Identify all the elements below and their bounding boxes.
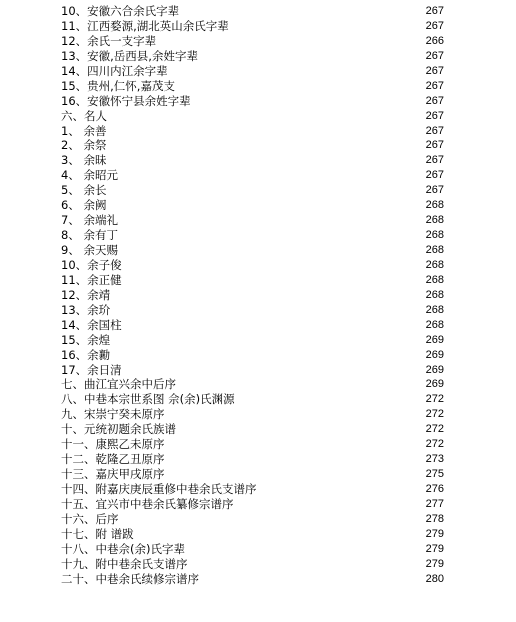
toc-entry bbox=[0, 333, 516, 348]
toc-entry bbox=[0, 392, 516, 407]
toc-entry-page-number: 272 bbox=[425, 423, 444, 436]
toc-entry-title: 5、 余长 bbox=[61, 183, 107, 198]
toc-entry bbox=[0, 124, 516, 139]
toc-entry-title: 10、安徽六合余氏字辈 bbox=[61, 4, 180, 18]
toc-entry bbox=[0, 348, 516, 363]
toc-entry-title: 11、江西婺源,湖北英山余氏字辈 bbox=[61, 18, 229, 33]
toc-entry bbox=[0, 64, 516, 79]
toc-entry-page-number: 269 bbox=[425, 363, 444, 376]
toc-entry bbox=[0, 512, 516, 527]
toc-entry-page-number: 268 bbox=[425, 199, 444, 212]
toc-entry bbox=[0, 377, 516, 392]
toc-entry-title: 10、余子俊 bbox=[61, 257, 122, 272]
toc-entry bbox=[0, 363, 516, 378]
toc-entry-page-number: 276 bbox=[425, 483, 444, 495]
toc-entry-page-number: 267 bbox=[425, 184, 444, 197]
toc-entry-page-number: 269 bbox=[425, 378, 444, 391]
toc-entry-page-number: 272 bbox=[425, 408, 444, 421]
toc-entry bbox=[0, 94, 516, 109]
toc-entry-page-number: 267 bbox=[425, 94, 444, 107]
toc-entry-page-number: 266 bbox=[425, 34, 444, 47]
toc-entry bbox=[0, 422, 516, 437]
toc-entry-title: 17、余日清 bbox=[61, 362, 122, 377]
toc-entry-title: 15、余煌 bbox=[61, 332, 111, 347]
toc-entry-title: 十五、宜兴市中巷余氏纂修宗谱序 bbox=[61, 496, 234, 511]
toc-entry-title: 14、余国柱 bbox=[61, 317, 122, 332]
toc-entry-title: 15、贵州,仁怀,嘉茂支 bbox=[61, 78, 175, 93]
toc-entry bbox=[0, 213, 516, 228]
toc-entry-title: 12、余氏一支字辈 bbox=[61, 33, 157, 48]
toc-entry-title: 16、余勷 bbox=[61, 347, 111, 362]
toc-entry-page-number: 267 bbox=[425, 49, 444, 62]
toc-entry-title: 十四、附嘉庆庚辰重修中巷余氏支谱序 bbox=[61, 482, 257, 496]
toc-entry-title: 十三、嘉庆甲戌原序 bbox=[61, 467, 165, 482]
toc-entry-title: 13、余玠 bbox=[61, 302, 111, 317]
toc-entry bbox=[0, 557, 516, 572]
toc-entry bbox=[0, 572, 516, 587]
toc-entry-page-number: 279 bbox=[425, 527, 444, 540]
toc-entry bbox=[0, 183, 516, 198]
toc-entry-title: 十八、中巷佘(余)氏字辈 bbox=[61, 541, 185, 556]
toc-entry-page-number: 279 bbox=[425, 557, 444, 570]
toc-entry bbox=[0, 482, 516, 497]
toc-entry bbox=[0, 34, 516, 49]
toc-entry bbox=[0, 288, 516, 303]
toc-entry bbox=[0, 273, 516, 288]
toc-entry bbox=[0, 228, 516, 243]
toc-entry bbox=[0, 138, 516, 153]
toc-entry bbox=[0, 153, 516, 168]
toc-entry-title: 1、 余善 bbox=[61, 123, 107, 138]
toc-entry-title: 七、曲江宜兴余中后序 bbox=[61, 377, 176, 392]
toc-entry-title: 二十、中巷余氏续修宗谱序 bbox=[61, 571, 199, 586]
toc-entry bbox=[0, 467, 516, 482]
toc-entry-page-number: 268 bbox=[425, 229, 444, 242]
toc-entry-page-number: 267 bbox=[425, 19, 444, 32]
toc-entry-page-number: 267 bbox=[425, 79, 444, 92]
toc-entry-title: 六、名人 bbox=[61, 108, 107, 123]
toc-entry-page-number: 268 bbox=[425, 303, 444, 316]
toc-entry-page-number: 277 bbox=[425, 497, 444, 510]
toc-entry-page-number: 268 bbox=[425, 318, 444, 331]
toc-entry-page-number: 278 bbox=[425, 512, 444, 525]
toc-entry-page-number: 267 bbox=[425, 64, 444, 77]
toc-entry bbox=[0, 542, 516, 557]
toc-entry-page-number: 268 bbox=[425, 273, 444, 286]
toc-entry bbox=[0, 318, 516, 333]
toc-entry bbox=[0, 109, 516, 124]
toc-entry-page-number: 267 bbox=[425, 5, 444, 17]
toc-entry-page-number: 268 bbox=[425, 258, 444, 271]
toc-entry-title: 8、 余有丁 bbox=[61, 228, 118, 243]
toc-entry-page-number: 280 bbox=[425, 572, 444, 585]
toc-entry-title: 14、四川内江余字辈 bbox=[61, 63, 168, 78]
toc-entry bbox=[0, 258, 516, 273]
toc-entry-title: 4、 余昭元 bbox=[61, 168, 118, 183]
toc-entry-title: 12、余靖 bbox=[61, 287, 111, 302]
toc-entry-title: 6、 余阙 bbox=[61, 198, 107, 213]
toc-entry bbox=[0, 303, 516, 318]
toc-entry bbox=[0, 437, 516, 452]
toc-entry bbox=[0, 168, 516, 183]
toc-entry-title: 9、 余天赐 bbox=[61, 243, 118, 257]
toc-entry-title: 7、 余端礼 bbox=[61, 213, 118, 228]
toc-entry-page-number: 268 bbox=[425, 214, 444, 227]
toc-entry-title: 十六、后序 bbox=[61, 511, 119, 526]
toc-entry-page-number: 273 bbox=[425, 453, 444, 466]
toc-entry bbox=[0, 243, 516, 258]
toc-entry-page-number: 267 bbox=[425, 169, 444, 182]
toc-entry bbox=[0, 79, 516, 94]
toc-entry-page-number: 267 bbox=[425, 124, 444, 137]
toc-entry-title: 十、元统初题余氏族谱 bbox=[61, 422, 176, 437]
toc-entry-title: 八、中巷本宗世系图 佘(余)氏渊源 bbox=[61, 392, 235, 407]
toc-entry-title: 十一、康熙乙未原序 bbox=[61, 437, 165, 452]
table-of-contents bbox=[0, 4, 516, 587]
toc-entry-page-number: 267 bbox=[425, 154, 444, 167]
toc-entry-page-number: 275 bbox=[425, 468, 444, 481]
toc-entry-title: 十七、附 谱跋 bbox=[61, 526, 134, 541]
toc-entry-title: 九、宋崇宁癸未原序 bbox=[61, 407, 165, 422]
toc-entry bbox=[0, 4, 516, 19]
toc-entry-title: 2、 余祭 bbox=[61, 138, 107, 153]
toc-entry-page-number: 267 bbox=[425, 109, 444, 122]
toc-entry bbox=[0, 198, 516, 213]
toc-entry-title: 十九、附中巷余氏支谱序 bbox=[61, 556, 188, 571]
toc-entry bbox=[0, 19, 516, 34]
toc-entry bbox=[0, 527, 516, 542]
toc-entry-title: 16、安徽怀宁县余姓字辈 bbox=[61, 93, 191, 108]
toc-entry bbox=[0, 497, 516, 512]
toc-entry-page-number: 269 bbox=[425, 348, 444, 361]
toc-entry-title: 11、余正健 bbox=[61, 272, 122, 287]
toc-entry-page-number: 268 bbox=[425, 288, 444, 301]
toc-entry bbox=[0, 407, 516, 422]
toc-entry-page-number: 272 bbox=[425, 393, 444, 406]
toc-entry-title: 3、 余昧 bbox=[61, 153, 107, 168]
toc-entry-page-number: 279 bbox=[425, 542, 444, 555]
toc-entry bbox=[0, 49, 516, 64]
toc-entry-page-number: 269 bbox=[425, 333, 444, 346]
toc-entry bbox=[0, 452, 516, 467]
toc-entry-page-number: 272 bbox=[425, 438, 444, 451]
toc-entry-page-number: 267 bbox=[425, 139, 444, 152]
toc-entry-title: 十二、乾隆乙丑原序 bbox=[61, 452, 165, 467]
toc-entry-title: 13、安徽,岳西县,余姓字辈 bbox=[61, 48, 198, 63]
toc-entry-page-number: 268 bbox=[425, 244, 444, 256]
